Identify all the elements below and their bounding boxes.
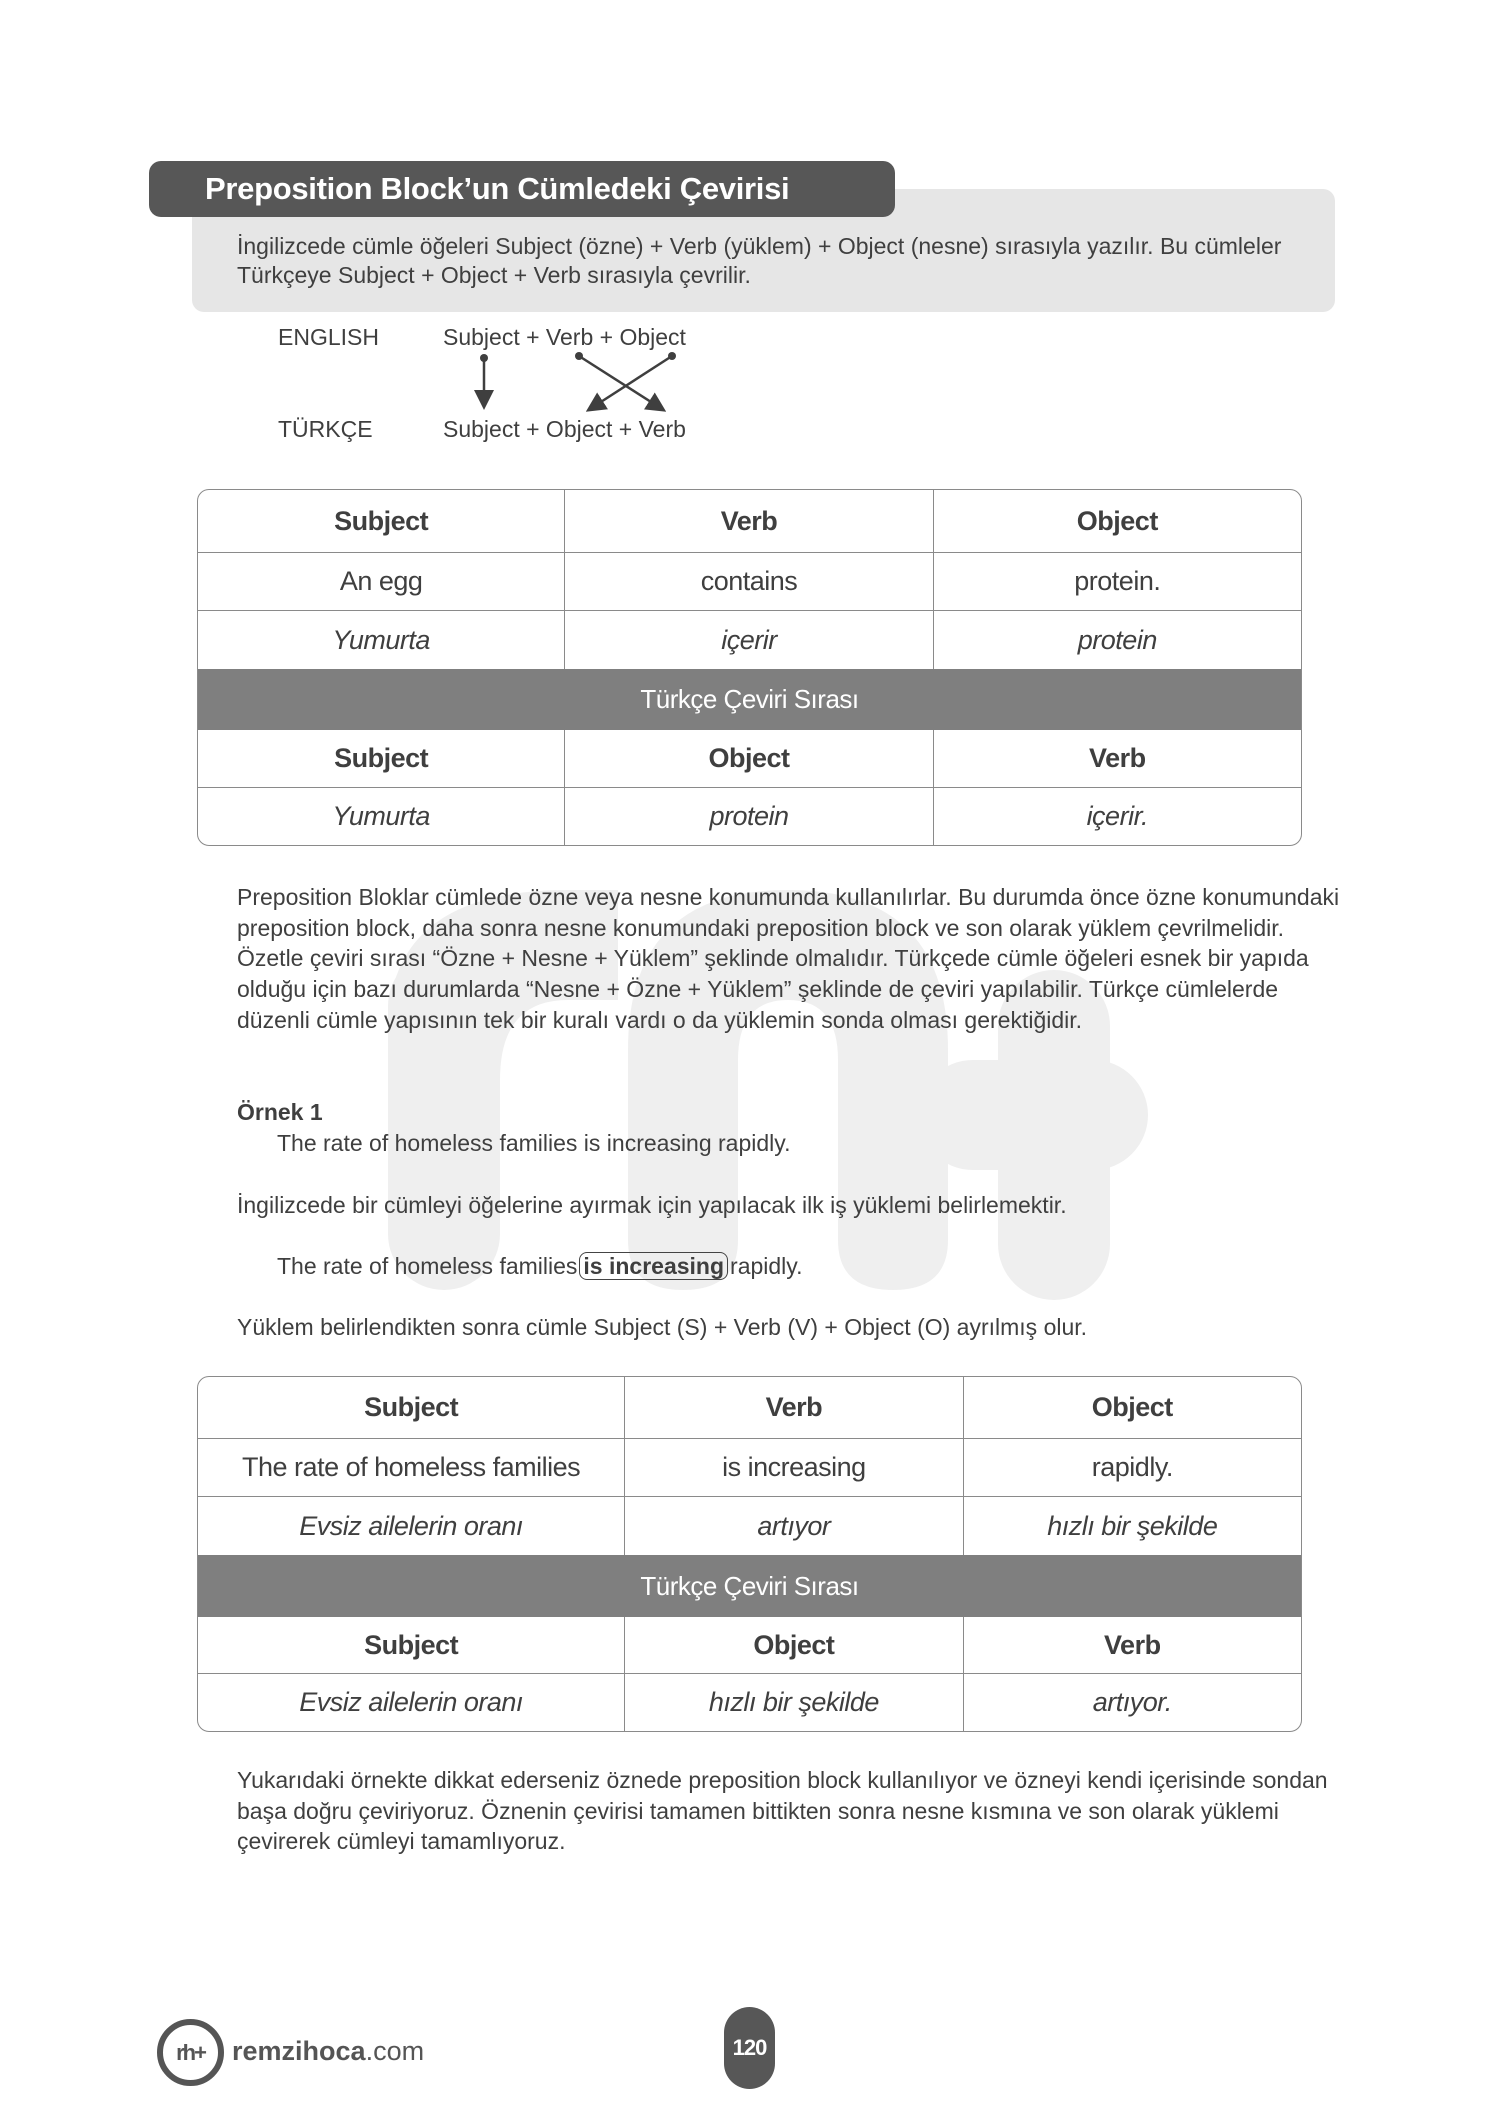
page-number-badge: 120 (724, 2007, 775, 2089)
order-header-subject: Subject (334, 743, 429, 773)
table-order-header-row (198, 1617, 1301, 1673)
explanation-paragraph: Preposition Bloklar cümlede özne veya nesne konumunda kullanılırlar. Bu durumda önce özne konumundaki preposition block, daha sonra nesne konumundaki preposition block ve son olarak yüklem çevrilmelidir. Özetle çeviri sırası “Özne + Nesne + Yüklem” şeklinde olmalıdır. Türkçede cümle öğeleri esnek bir yapıda olduğu için bazı durumlarda “Nesne + Özne + Yüklem” şeklinde de çeviri yapılabilir. Türkçe cümlelerde düzenli cümle yapısının tek bir kuralı vardı o da yüklemin sonda olması gerektiğidir. (237, 884, 1340, 1033)
english-order: Subject + Verb + Object (443, 324, 686, 350)
sentence-subject-part: The rate of homeless families (277, 1253, 578, 1279)
cell-subject-tr: Yumurta (332, 624, 430, 655)
site-brand: remzihoca (232, 2036, 366, 2066)
table-row (198, 1438, 1301, 1496)
logo-mark: rh+ (176, 2039, 205, 2065)
table-header-row (198, 490, 1301, 552)
order-header-verb: Verb (963, 1617, 1301, 1673)
table-row (198, 552, 1301, 610)
header-subject: Subject (334, 505, 429, 536)
cell-subject-tr: Evsiz ailelerin oranı (299, 1510, 523, 1541)
table-header-row (198, 1377, 1301, 1438)
order-header-object: Object (564, 730, 932, 787)
section-title: Preposition Block’un Cümledeki Çevirisi (205, 171, 790, 206)
example-sentence: The rate of homeless families is increasing rapidly. (277, 1130, 791, 1156)
table-row (198, 787, 1301, 845)
table-row (198, 1673, 1301, 1731)
object-arrow-icon (590, 356, 672, 409)
example-result: Yüklem belirlendikten sonra cümle Subject (S) + Verb (V) + Object (O) ayrılmış olur. (237, 1314, 1088, 1340)
table-order-header-row (198, 730, 1301, 787)
cell-object: protein. (933, 553, 1301, 610)
cell-subject: The rate of homeless families (242, 1452, 581, 1482)
header-object: Object (963, 1377, 1301, 1438)
translation-order-band: Türkçe Çeviri Sırası (198, 1555, 1301, 1617)
header-subject: Subject (364, 1392, 459, 1422)
verb-arrow-icon (579, 356, 662, 409)
translation-order-band: Türkçe Çeviri Sırası (198, 669, 1301, 730)
example-sentence-marked (277, 1251, 1387, 1282)
cell-verb-tr: artıyor (624, 1497, 962, 1555)
order-cell-object: hızlı bir şekilde (624, 1674, 962, 1731)
cell-object-tr: hızlı bir şekilde (963, 1497, 1301, 1555)
turkish-order: Subject + Object + Verb (443, 416, 686, 442)
table-row (198, 610, 1301, 669)
order-header-object: Object (624, 1617, 962, 1673)
example-title: Örnek 1 (237, 1099, 323, 1125)
cell-verb: contains (564, 553, 932, 610)
english-label: ENGLISH (278, 324, 379, 350)
order-cell-subject: Yumurta (332, 801, 430, 831)
order-header-subject: Subject (364, 1629, 459, 1660)
header-object: Object (933, 490, 1301, 552)
table-homeless-example (197, 1376, 1302, 1732)
header-verb: Verb (564, 490, 932, 552)
site-tld: .com (365, 2036, 425, 2066)
header-verb: Verb (624, 1377, 962, 1438)
conclusion-paragraph: Yukarıdaki örnekte dikkat ederseniz öznede preposition block kullanılıyor ve özneyi kendi içerisinde sondan başa doğru çeviriyoruz. Öznenin çevirisi tamamen bittikten sonra nesne kısmına ve son olarak yüklemi çevirerek cümleyi tamamlıyoruz. (237, 1767, 1328, 1855)
cell-object-tr: protein (933, 611, 1301, 669)
cell-object: rapidly. (963, 1439, 1301, 1496)
cell-verb: is increasing (624, 1439, 962, 1496)
order-header-verb: Verb (933, 730, 1301, 787)
site-link[interactable] (232, 2036, 424, 2067)
turkish-label: TÜRKÇE (278, 416, 373, 442)
cell-subject: An egg (339, 566, 423, 596)
highlighted-verb: is increasing (579, 1252, 728, 1280)
sentence-object-part: rapidly. (730, 1253, 803, 1279)
intro-text: İngilizcede cümle öğeleri Subject (özne) + Verb (yüklem) + Object (nesne) sırasıyla yazılır. Bu cümleler Türkçeye Subject + Object + Verb sırasıyla çevrilir. (237, 233, 1282, 288)
table-row (198, 1496, 1301, 1555)
example-instruction: İngilizcede bir cümleyi öğelerine ayırmak için yapılacak ilk iş yüklemi belirlemektir. (237, 1192, 1067, 1218)
table-egg-example (197, 489, 1302, 846)
order-cell-subject: Evsiz ailelerin oranı (299, 1687, 523, 1717)
section-title-bar (149, 161, 895, 217)
rh-plus-logo-icon (157, 2019, 224, 2086)
order-cell-verb: içerir. (933, 788, 1301, 845)
order-cell-verb: artıyor. (963, 1674, 1301, 1731)
cell-verb-tr: içerir (564, 611, 932, 669)
order-cell-object: protein (564, 788, 932, 845)
